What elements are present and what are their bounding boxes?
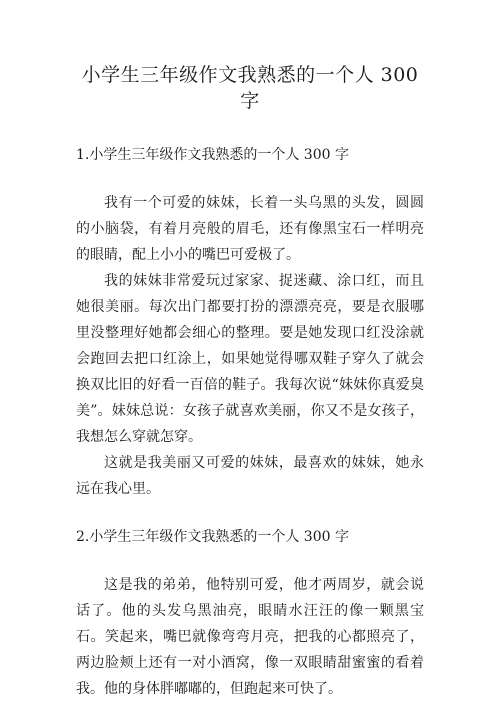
section-heading: 2.小学生三年级作文我熟悉的一个人 300 字 <box>76 529 349 545</box>
paragraph: 我有一个可爱的妹妹，长着一头乌黑的头发，圆圆的小脑袋，有着月亮般的眉毛，还有像黑宝石一样明亮的眼睛，配上小小的嘴巴可爱极了。 <box>76 195 424 263</box>
section-heading: 1.小学生三年级作文我熟悉的一个人 300 字 <box>76 147 349 163</box>
section-1 <box>76 144 424 502</box>
paragraph: 这是我的弟弟，他特别可爱，他才两周岁，就会说话了。他的头发乌黑油亮，眼睛水汪汪的像一颗黑宝石。笑起来，嘴巴就像弯弯月亮，把我的心都照亮了，两边脸颊上还有一对小酒窝，像一双眼睛甜蜜蜜的看着我。他的身体胖嘟嘟的，但跑起来可快了。 <box>76 577 424 697</box>
paragraph: 我的妹妹非常爱玩过家家、捉迷藏、涂口红，而且她很美丽。每次出门都要打扮的漂漂亮亮，要是衣服哪里没整理好她都会细心的整理。要是她发现口红没涂就会跑回去把口红涂上，如果她觉得哪双鞋子穿久了就会换双比旧的好看一百倍的鞋子。我每次说“妹妹你真爱臭美”。妹妹总说：女孩子就喜欢美丽，你又不是女孩子，我想怎么穿就怎穿。 <box>76 273 424 445</box>
section-2 <box>76 526 424 702</box>
document-title: 小学生三年级作文我熟悉的一个人 300 字 <box>81 64 419 112</box>
paragraph: 这就是我美丽又可爱的妹妹，最喜欢的妹妹，她永远在我心里。 <box>76 455 424 497</box>
